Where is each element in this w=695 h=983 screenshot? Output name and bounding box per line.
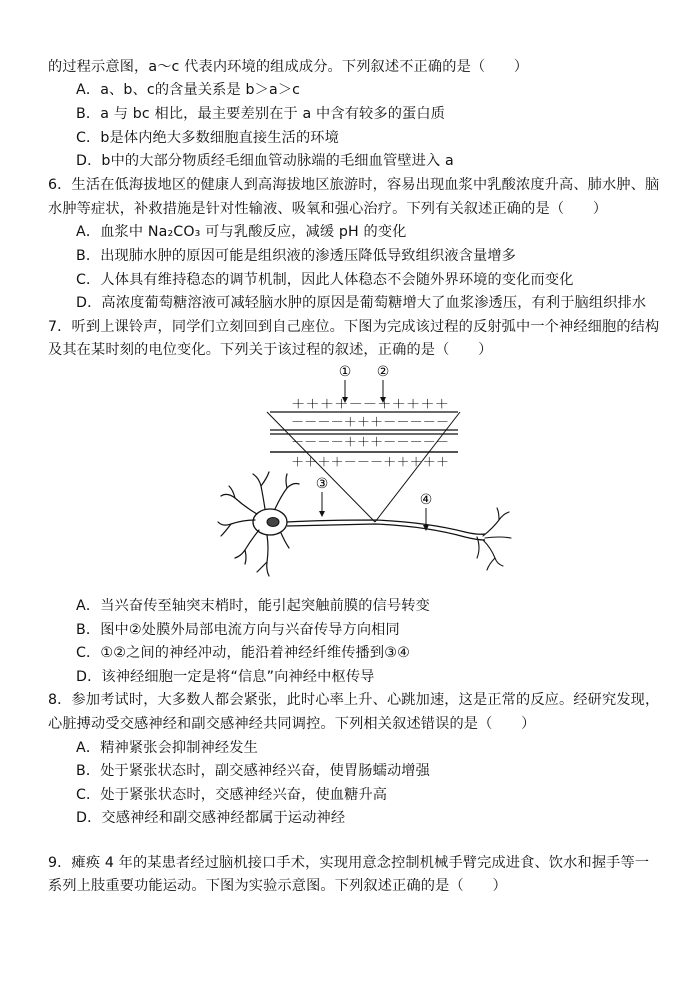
charge-row-3: －－－－＋＋＋－－－－－ bbox=[291, 435, 449, 449]
figure-label-4: ④ bbox=[419, 492, 433, 508]
q8-stem-line1: 8．参加考试时，大多数人都会紧张，此时心率上升、心跳加速，这是正常的反应。经研究发现， bbox=[48, 692, 660, 708]
q6-option-a: A．血浆中 Na₂CO₃ 可与乳酸反应，减缓 pH 的变化 bbox=[76, 224, 407, 240]
q7-option-d: D．该神经细胞一定是将“信息”向神经中枢传导 bbox=[76, 669, 375, 685]
figure-label-2: ② bbox=[376, 364, 390, 380]
q7-option-a: A．当兴奋传至轴突末梢时，能引起突触前膜的信号转变 bbox=[76, 598, 430, 614]
axon-upper bbox=[287, 520, 485, 534]
charge-row-2: －－－－＋＋＋－－－－－ bbox=[291, 415, 449, 429]
q6-stem-line1: 6．生活在低海拔地区的健康人到高海拔地区旅游时，容易出现血浆中乳酸浓度升高、肺水肿、脑 bbox=[48, 177, 660, 193]
q6-option-b: B．出现肺水肿的原因可能是组织液的渗透压降低导致组织液含量增多 bbox=[76, 248, 517, 264]
figure-label-1: ① bbox=[338, 364, 352, 380]
q5-option-b: B．a 与 bc 相比，最主要差别在于 a 中含有较多的蛋白质 bbox=[76, 106, 446, 122]
q6-option-c: C．人体具有维持稳态的调节机制，因此人体稳态不会随外界环境的变化而变化 bbox=[76, 272, 574, 288]
q8-option-d: D．交感神经和副交感神经都属于运动神经 bbox=[76, 810, 346, 826]
figure-label-3: ③ bbox=[315, 476, 329, 492]
q8-option-c: C．处于紧张状态时，交感神经兴奋，使血糖升高 bbox=[76, 787, 388, 803]
q5-stem: 的过程示意图，a～c 代表内环境的组成成分。下列叙述不正确的是（ ） bbox=[48, 59, 529, 75]
q8-option-a: A．精神紧张会抑制神经发生 bbox=[76, 740, 258, 756]
q8-stem-line2: 心脏搏动受交感神经和副交感神经共同调控。下列相关叙述错误的是（ ） bbox=[48, 716, 536, 732]
nucleus bbox=[267, 518, 279, 527]
neuron-figure bbox=[215, 362, 515, 584]
q5-option-a: A．a、b、c的含量关系是 b＞a＞c bbox=[76, 82, 301, 98]
q6-stem-line2: 水肿等症状，补救措施是针对性输液、吸氧和强心治疗。下列有关叙述正确的是（ ） bbox=[48, 201, 608, 217]
charge-row-1: ＋＋＋＋－－＋＋＋＋＋ bbox=[291, 397, 449, 411]
q7-option-c: C．①②之间的神经冲动，能沿着神经纤维传播到③④ bbox=[76, 645, 410, 661]
q7-stem-line1: 7．听到上课铃声，同学们立刻回到自己座位。下图为完成该过程的反射弧中一个神经细胞的结构 bbox=[48, 319, 660, 335]
neuron-diagram bbox=[215, 362, 515, 584]
q8-option-b: B．处于紧张状态时，副交感神经兴奋，使胃肠蠕动增强 bbox=[76, 763, 430, 779]
pointer-arrowhead-3 bbox=[319, 511, 325, 517]
q5-option-d: D．b中的大部分物质经毛细血管动脉端的毛细血管壁进入 a bbox=[76, 153, 454, 169]
q7-stem-line2: 及其在某时刻的电位变化。下列关于该过程的叙述，正确的是（ ） bbox=[48, 342, 493, 358]
axon-lower bbox=[287, 524, 485, 540]
q7-option-b: B．图中②处膜外局部电流方向与兴奋传导方向相同 bbox=[76, 622, 400, 638]
charge-row-4: ＋＋＋＋－－－＋＋＋＋＋ bbox=[291, 455, 449, 469]
q9-stem-line2: 系列上肢重要功能运动。下图为实验示意图。下列叙述正确的是（ ） bbox=[48, 878, 507, 894]
q9-stem-line1: 9．瘫痪 4 年的某患者经过脑机接口手术，实现用意念控制机械手臂完成进食、饮水和握手等一 bbox=[48, 855, 650, 871]
axon-terminals bbox=[477, 508, 511, 570]
q5-option-c: C．b是体内绝大多数细胞直接生活的环境 bbox=[76, 130, 339, 146]
q6-option-d: D．高浓度葡萄糖溶液可减轻脑水肿的原因是葡萄糖增大了血浆渗透压，有利于脑组织排水 bbox=[76, 295, 647, 311]
